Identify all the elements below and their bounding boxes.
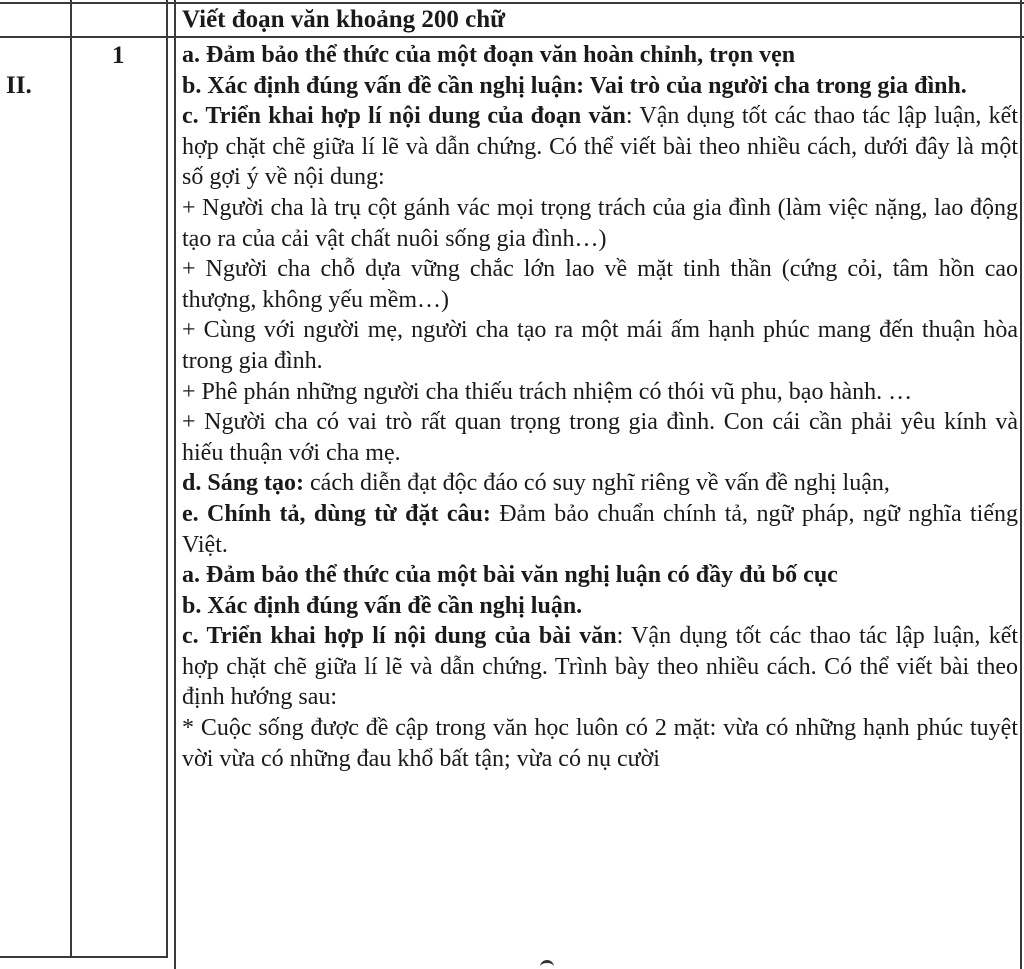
criterion-line: c. Triển khai hợp lí nội dung của đoạn văn: Vận dụng tốt các thao tác lập luận, kết hợp chặt chẽ giữa lí lẽ và dẫn chứng. Có thể viết bài theo nhiều cách, dưới đây là một số gợi ý về nội dung:	[182, 103, 1018, 191]
criterion-line: b. Xác định đúng vấn đề cần nghị luận: Vai trò của người cha trong gia đình.	[182, 72, 967, 99]
part-label: II.	[6, 72, 32, 99]
column-divider-1	[70, 0, 72, 958]
criterion-line: + Phê phán những người cha thiếu trách nhiệm có thói vũ phu, bạo hành. …	[182, 378, 913, 405]
table-bottom-border	[0, 956, 168, 958]
table-top-border	[0, 2, 1024, 4]
column-divider-3	[174, 0, 176, 969]
criterion-line: a. Đảm bảo thể thức của một đoạn văn hoàn chỉnh, trọn vẹn	[182, 42, 796, 68]
column-divider-2	[166, 0, 168, 958]
criterion-line: e. Chính tả, dùng từ đặt câu: Đảm bảo chuẩn chính tả, ngữ pháp, ngữ nghĩa tiếng Việt.	[182, 500, 1018, 558]
question-number: 1	[112, 42, 125, 69]
criterion-line: + Người cha có vai trò rất quan trọng trong gia đình. Con cái cần phải yêu kính và hiếu thuận với cha mẹ.	[182, 409, 1018, 466]
criterion-line: * Cuộc sống được đề cập trong văn học luôn có 2 mặt: vừa có những hạnh phúc tuyệt vời vừa có những đau khổ bất tận; vừa có nụ cười	[182, 715, 1018, 772]
criterion-line: c. Triển khai hợp lí nội dung của bài văn: Vận dụng tốt các thao tác lập luận, kết hợp chặt chẽ giữa lí lẽ và dẫn chứng. Trình bày theo nhiều cách. Có thể viết bài theo định hướng sau:	[182, 623, 1019, 711]
header-row-border	[0, 36, 1024, 38]
table-right-border	[1020, 0, 1022, 969]
criterion-line: b. Xác định đúng vấn đề cần nghị luận.	[182, 592, 583, 619]
criterion-line: d. Sáng tạo: cách diễn đạt độc đáo có suy nghĩ riêng về vấn đề nghị luận,	[182, 470, 890, 497]
criterion-line: + Cùng với người mẹ, người cha tạo ra một mái ấm hạnh phúc mang đến thuận hòa trong gia đình.	[182, 317, 1018, 374]
criterion-line: + Người cha chỗ dựa vững chắc lớn lao về mặt tinh thần (cứng cỏi, tâm hồn cao thượng, không yếu mềm…)	[182, 256, 1018, 313]
page-mark	[540, 960, 554, 969]
header-title: Viết đoạn văn khoảng 200 chữ	[182, 6, 506, 33]
criterion-line: + Người cha là trụ cột gánh vác mọi trọng trách của gia đình (làm việc nặng, lao động tạo ra của cải vật chất nuôi sống gia đình…)	[182, 194, 1018, 252]
criterion-line: a. Đảm bảo thể thức của một bài văn nghị luận có đầy đủ bố cục	[182, 562, 838, 589]
rubric-content	[182, 40, 1018, 774]
